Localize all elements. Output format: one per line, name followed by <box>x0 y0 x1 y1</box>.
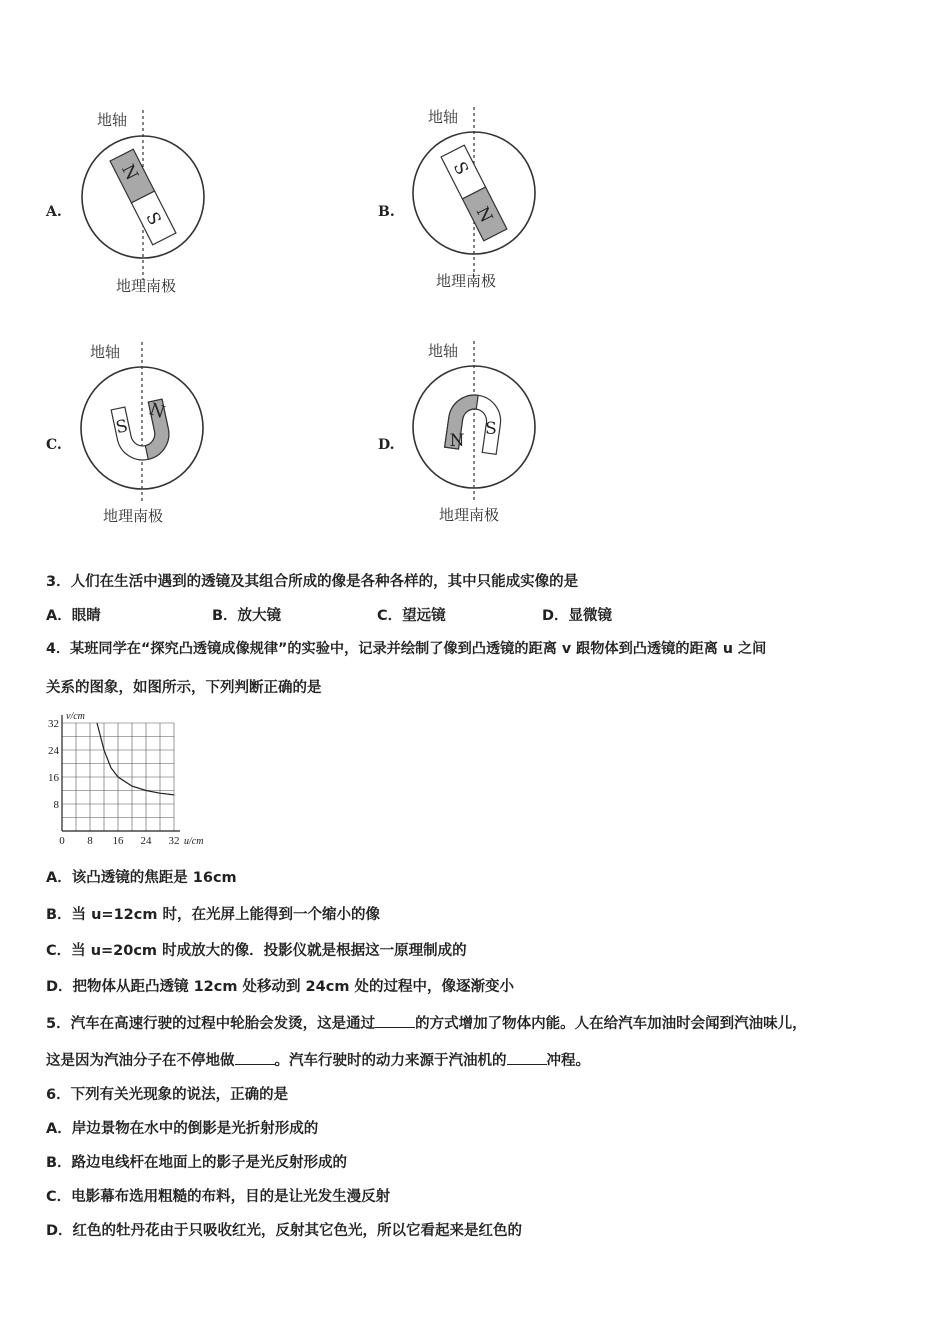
y-axis-label: v/cm <box>66 711 85 722</box>
s-pole-text: S <box>141 209 165 229</box>
q3-stem: 3．人们在生活中遇到的透镜及其组合所成的像是各种各样的，其中只能成实像的是 <box>46 574 579 590</box>
y-tick-label: 16 <box>48 772 59 784</box>
q3-option-b[interactable]: B．放大镜 <box>212 608 282 624</box>
q3-option-d[interactable]: D．显微镜 <box>542 608 613 624</box>
q5-text-2b: 。汽车行驶时的动力来源于汽油机的 <box>274 1053 507 1069</box>
q5-text-1a: 5．汽车在高速行驶的过程中轮胎会发烫，这是通过 <box>46 1016 376 1032</box>
figure-c-u-magnet <box>78 342 218 502</box>
option-b-label: B. <box>378 204 395 220</box>
y-tick-label: 8 <box>53 799 59 811</box>
q6-option-c[interactable]: C．电影幕布选用粗糙的布料，目的是让光发生漫反射 <box>46 1189 391 1205</box>
x-axis-label: u/cm <box>184 836 204 847</box>
figure-b-bar-magnet <box>405 107 545 277</box>
q5-text-2c: 冲程。 <box>546 1053 590 1069</box>
x-tick-label: 8 <box>87 835 93 847</box>
q4-option-a[interactable]: A．该凸透镜的焦距是 16cm <box>46 870 237 886</box>
q4-option-b[interactable]: B．当 u=12cm 时，在光屏上能得到一个缩小的像 <box>46 907 381 923</box>
q5-blank-3[interactable] <box>507 1050 547 1065</box>
figure-d-u-magnet <box>405 341 545 501</box>
q4-stem-line1: 4．某班同学在“探究凸透镜成像规律”的实验中，记录并绘制了像到凸透镜的距离 v 跟物体到凸透镜的距离 u 之间 <box>46 641 767 657</box>
axis-label-c: 地轴 <box>90 343 121 361</box>
q5-text-1b: 的方式增加了物体内能。人在给汽车加油时会闻到汽油味儿， <box>415 1016 807 1032</box>
q5-line2 <box>46 1049 590 1070</box>
option-a-label: A. <box>46 204 62 220</box>
q4-stem-line2: 关系的图象，如图所示，下列判断正确的是 <box>46 680 322 696</box>
q5-blank-1[interactable] <box>375 1013 415 1028</box>
x-tick-label: 32 <box>168 835 180 847</box>
series-line <box>97 723 174 795</box>
pole-label-c: 地理南极 <box>103 507 164 525</box>
q5-line1 <box>46 1012 807 1033</box>
q6-option-a[interactable]: A．岸边景物在水中的倒影是光折射形成的 <box>46 1121 319 1137</box>
y-tick-label: 24 <box>48 745 59 757</box>
q4-option-c[interactable]: C．当 u=20cm 时成放大的像．投影仪就是根据这一原理制成的 <box>46 943 467 959</box>
x-tick-label: 16 <box>112 835 124 847</box>
q5-blank-2[interactable] <box>235 1050 275 1065</box>
axis-label-b: 地轴 <box>428 108 459 126</box>
axis-label-a: 地轴 <box>97 111 128 129</box>
q6-option-d[interactable]: D．红色的牡丹花由于只吸收红光，反射其它色光，所以它看起来是红色的 <box>46 1223 523 1239</box>
q5-text-2a: 这是因为汽油分子在不停地做 <box>46 1053 235 1069</box>
s-pole-text: S <box>448 158 472 179</box>
option-c-label: C. <box>46 437 62 453</box>
pole-label-d: 地理南极 <box>439 506 500 524</box>
pole-label-b: 地理南极 <box>436 272 497 290</box>
s-pole-text: S <box>114 416 130 439</box>
q3-option-a[interactable]: A．眼睛 <box>46 608 101 624</box>
y-tick-label: 32 <box>48 718 59 730</box>
q6-stem: 6．下列有关光现象的说法，正确的是 <box>46 1087 289 1103</box>
q6-option-b[interactable]: B．路边电线杆在地面上的影子是光反射形成的 <box>46 1155 348 1171</box>
n-pole-text: N <box>471 203 497 227</box>
axis-label-d: 地轴 <box>428 342 459 360</box>
n-pole-text: N <box>146 399 168 424</box>
n-pole-text: N <box>117 161 142 184</box>
x-tick-label: 0 <box>59 835 65 847</box>
pole-label-a: 地理南极 <box>116 277 177 295</box>
v-u-graph <box>40 703 220 851</box>
q4-option-d[interactable]: D．把物体从距凸透镜 12cm 处移动到 24cm 处的过程中，像逐渐变小 <box>46 979 514 995</box>
s-pole-text: S <box>485 419 497 439</box>
q3-options <box>46 604 612 625</box>
option-d-label: D. <box>378 437 395 453</box>
q3-option-c[interactable]: C．望远镜 <box>377 608 446 624</box>
x-tick-label: 24 <box>140 835 152 847</box>
figure-a-bar-magnet <box>75 110 215 280</box>
n-pole-text: N <box>449 431 465 451</box>
